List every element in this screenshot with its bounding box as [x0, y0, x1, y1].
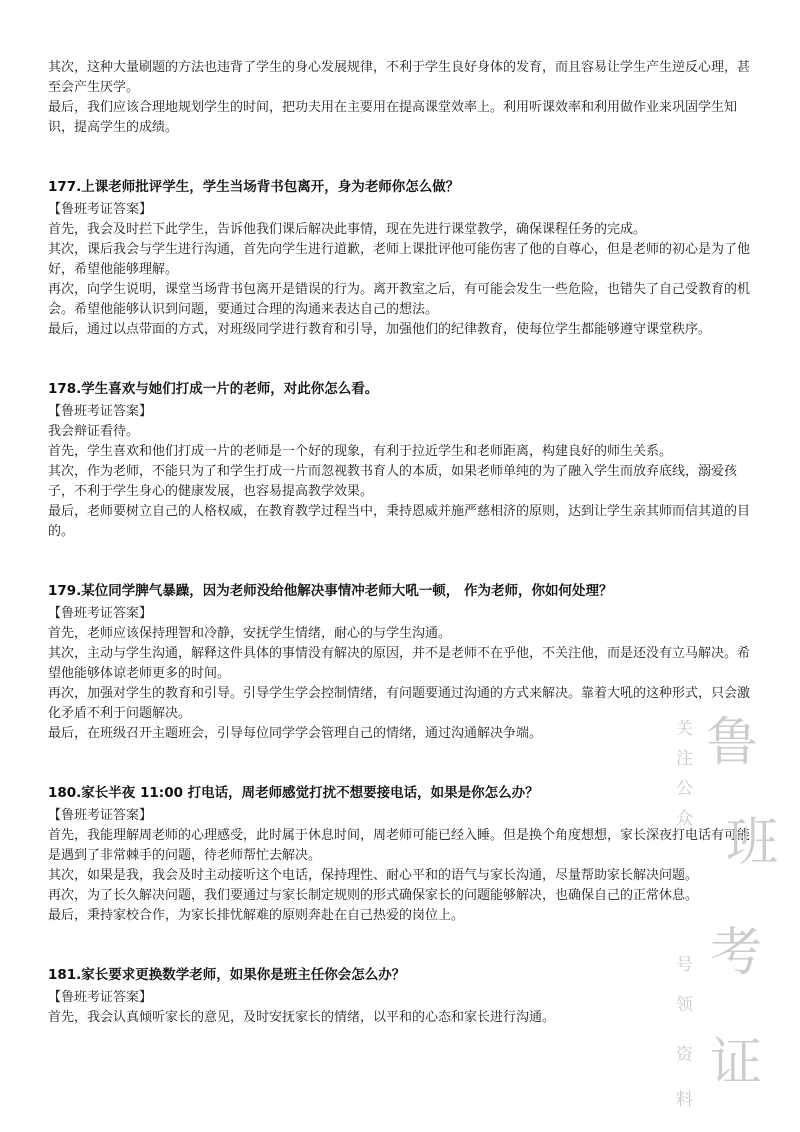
- paragraph: 最后，我们应该合理地规划学生的时间，把功夫用在主要用在提高课堂效率上。利用听课效率和利用做作业来巩固学生知识，提高学生的成绩。: [48, 100, 738, 135]
- watermark-char: 号: [676, 955, 693, 975]
- paragraph: 首先，我会及时拦下此学生，告诉他我们课后解决此事情，现在先进行课堂教学，确保课程任务的完成。: [48, 222, 647, 237]
- question-block-178: [48, 378, 760, 542]
- paragraph: 首先，学生喜欢和他们打成一片的老师是一个好的现象，有利于拉近学生和老师距离，构建良好的师生关系。: [48, 444, 673, 459]
- answer-tag: 【鲁班考证答案】: [48, 202, 153, 217]
- question-block-181: [48, 964, 760, 1028]
- question-title: 181.家长要求更换数学老师，如果你是班主任你会怎么办？: [48, 967, 406, 983]
- watermark-char: 鲁: [706, 713, 759, 773]
- paragraph: 最后，在班级召开主题班会，引导每位同学学会管理自己的情绪，通过沟通解决争端。: [48, 726, 543, 741]
- answer-tag: 【鲁班考证答案】: [48, 990, 153, 1005]
- question-title: 178.学生喜欢与她们打成一片的老师，对此你怎么看。: [48, 381, 379, 397]
- document-page: [48, 58, 763, 1028]
- watermark-char: 料: [676, 1090, 693, 1110]
- intro-section: [48, 58, 760, 138]
- watermark-char: 证: [710, 1033, 763, 1093]
- question-title: 180.家长半夜 11:00 打电话，周老师感觉打扰不想要接电话，如果是你怎么办？: [48, 785, 539, 801]
- watermark-char: 公: [676, 779, 693, 799]
- paragraph: 其次，这种大量刷题的方法也违背了学生的身心发展规律，不利于学生良好身体的发育，而且容易让学生产生逆反心理，甚至会产生厌学。: [48, 60, 751, 95]
- paragraph: 其次，如果是我，我会及时主动接听这个电话，保持理性、耐心平和的语气与家长沟通，尽量帮助家长解决问题。: [48, 868, 699, 883]
- paragraph: 再次，为了长久解决问题，我们要通过与家长制定规则的形式确保家长的问题能够解决，也确保自己的正常休息。: [48, 888, 699, 903]
- paragraph: 其次，主动与学生沟通，解释这件具体的事情没有解决的原因，并不是老师不在乎他，不关注他，而是还没有立马解决。希望他能够体谅老师更多的时间。: [48, 646, 751, 681]
- question-block-180: [48, 782, 760, 926]
- watermark-char: 注: [676, 749, 693, 769]
- watermark-char: 众: [676, 809, 693, 829]
- question-block-179: [48, 580, 760, 744]
- answer-tag: 【鲁班考证答案】: [48, 808, 153, 823]
- paragraph: 再次，向学生说明，课堂当场背书包离开是错误的行为。离开教室之后，有可能会发生一些危险，也错失了自己受教育的机会。希望他能够认识到问题，要通过合理的沟通来表达自己的想法。: [48, 282, 751, 317]
- question-title: 179.某位同学脾气暴躁，因为老师没给他解决事情冲老师大吼一顿， 作为老师，你如何处理？: [48, 583, 613, 599]
- paragraph: 最后，秉持家校合作，为家长排忧解难的原则奔赴在自己热爱的岗位上。: [48, 908, 465, 923]
- paragraph: 最后，老师要树立自己的人格权威，在教育教学过程当中，秉持恩威并施严慈相济的原则，达到让学生亲其师而信其道的目的。: [48, 504, 751, 539]
- watermark-char: 考: [710, 923, 763, 983]
- paragraph: 最后，通过以点带面的方式，对班级同学进行教育和引导，加强他们的纪律教育，使每位学生都能够遵守课堂秩序。: [48, 322, 712, 337]
- paragraph: 其次，课后我会与学生进行沟通，首先向学生进行道歉，老师上课批评他可能伤害了他的自尊心，但是老师的初心是为了他好，希望他能够理解。: [48, 242, 751, 277]
- watermark-char: 领: [676, 995, 693, 1015]
- watermark-char: 班: [726, 813, 779, 873]
- answer-tag: 【鲁班考证答案】: [48, 404, 153, 419]
- question-title: 177.上课老师批评学生，学生当场背书包离开，身为老师你怎么做？: [48, 179, 460, 195]
- question-block-177: [48, 176, 760, 340]
- paragraph: 再次，加强对学生的教育和引导。引导学生学会控制情绪，有问题要通过沟通的方式来解决。靠着大吼的这种形式，只会激化矛盾不利于问题解决。: [48, 686, 751, 721]
- watermark-char: 资: [676, 1045, 693, 1065]
- paragraph: 其次，作为老师，不能只为了和学生打成一片而忽视教书育人的本质，如果老师单纯的为了融入学生而放弃底线，溺爱孩子，不利于学生身心的健康发展，也容易提高教学效果。: [48, 464, 738, 499]
- answer-tag: 【鲁班考证答案】: [48, 606, 153, 621]
- paragraph: 我会辩证看待。: [48, 424, 140, 439]
- paragraph: 首先，我会认真倾听家长的意见，及时安抚家长的情绪，以平和的心态和家长进行沟通。: [48, 1010, 556, 1025]
- watermark-char: 关: [676, 719, 693, 739]
- paragraph: 首先，老师应该保持理智和冷静，安抚学生情绪，耐心的与学生沟通。: [48, 626, 452, 641]
- paragraph: 首先，我能理解周老师的心理感受，此时属于休息时间，周老师可能已经入睡。但是换个角度想想，家长深夜打电话有可能是遇到了非常棘手的问题，待老师帮忙去解决。: [48, 828, 751, 863]
